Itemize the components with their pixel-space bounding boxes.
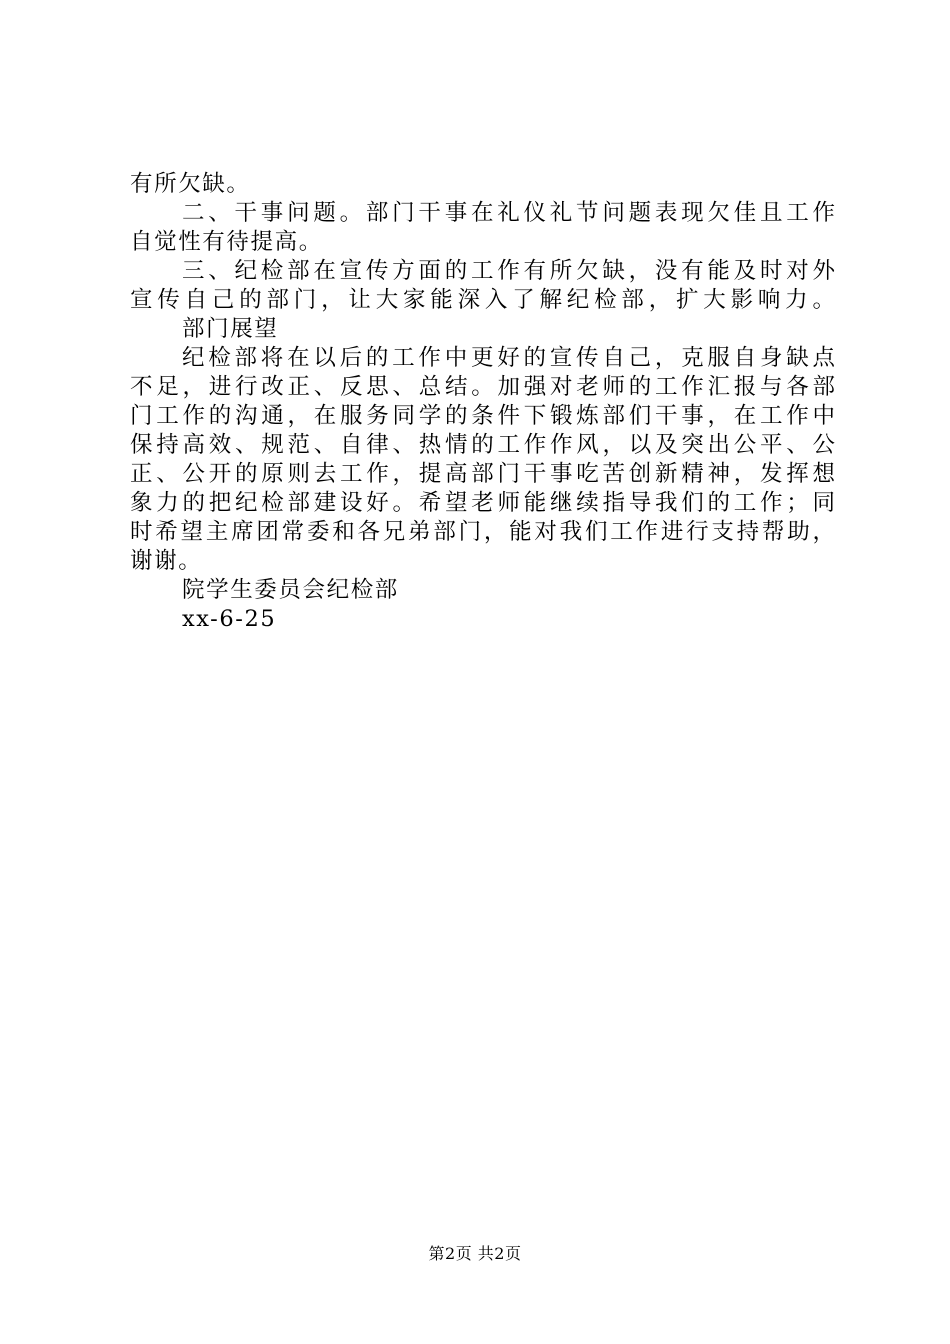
text-line: 纪检部将在以后的工作中更好的宣传自己，克服自身缺点 bbox=[182, 345, 835, 371]
text-line: 有所欠缺。 bbox=[130, 171, 251, 197]
text-line: 不足，进行改正、反思、总结。加强对老师的工作汇报与各部 bbox=[130, 374, 835, 400]
text-line: 三、纪检部在宣传方面的工作有所欠缺，没有能及时对外 bbox=[182, 258, 835, 284]
text-line: 象力的把纪检部建设好。希望老师能继续指导我们的工作；同 bbox=[130, 490, 835, 516]
signature: 院学生委员会纪检部 bbox=[182, 577, 399, 603]
document-body bbox=[130, 170, 835, 634]
text-line: 正、公开的原则去工作，提高部门干事吃苦创新精神，发挥想 bbox=[130, 461, 835, 487]
page-number: 第2页 共2页 bbox=[428, 1244, 522, 1263]
date: xx-6-25 bbox=[182, 606, 277, 632]
text-line: 二、干事问题。部门干事在礼仪礼节问题表现欠佳且工作 bbox=[182, 200, 835, 226]
text-line: 宣传自己的部门，让大家能深入了解纪检部，扩大影响力。 bbox=[130, 287, 835, 313]
text-line: 门工作的沟通，在服务同学的条件下锻炼部们干事，在工作中 bbox=[130, 403, 835, 429]
text-line: 谢谢。 bbox=[130, 548, 203, 574]
text-line: 自觉性有待提高。 bbox=[130, 229, 323, 255]
section-heading: 部门展望 bbox=[182, 316, 279, 342]
text-line: 保持高效、规范、自律、热情的工作作风，以及突出公平、公 bbox=[130, 432, 835, 458]
text-line: 时希望主席团常委和各兄弟部门，能对我们工作进行支持帮助， bbox=[130, 519, 835, 545]
